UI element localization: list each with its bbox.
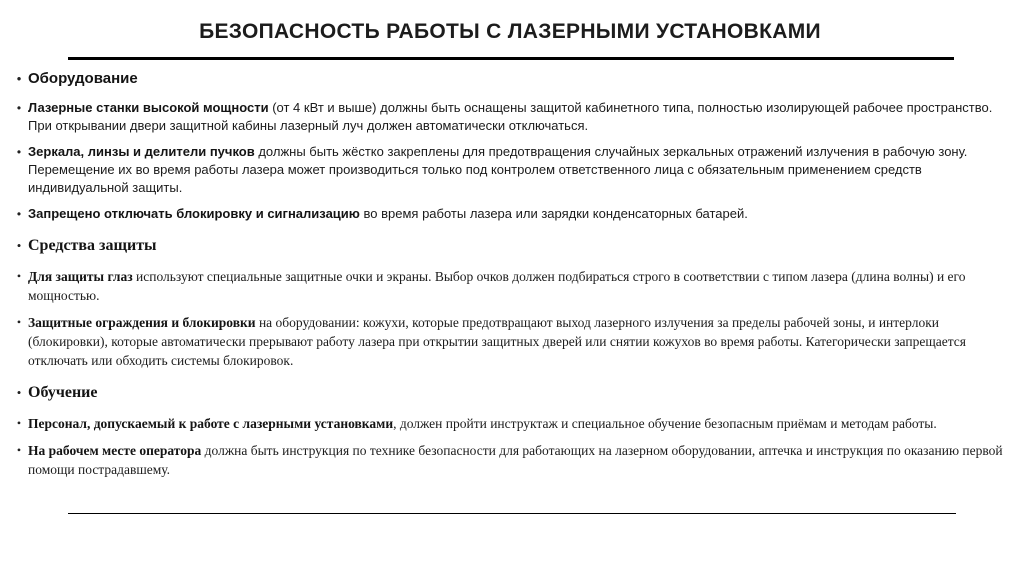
bullet-icon: •: [16, 443, 22, 457]
bullet-icon: •: [16, 207, 22, 221]
list-item-text: [28, 99, 1006, 135]
bullet-icon: •: [16, 145, 22, 159]
item-body: , должен пройти инструктаж и специальное обучение безопасным приёмам и методам работы.: [393, 416, 937, 431]
list-item-text: [28, 143, 1006, 197]
section-equipment: [10, 69, 1006, 223]
bullet-icon: •: [16, 101, 22, 115]
item-body: должна быть инструкция по технике безопасности для работающих на лазерном оборудовании, аптечка и инструкция по оказанию первой помощи пострадавшему.: [28, 443, 1003, 477]
bullet-icon: •: [16, 416, 22, 430]
item-lead: Персонал, допускаемый к работе с лазерными установками: [28, 416, 394, 431]
page-title: БЕЗОПАСНОСТЬ РАБОТЫ С ЛАЗЕРНЫМИ УСТАНОВКАМИ: [199, 20, 821, 43]
list-item-text: [28, 205, 1006, 223]
list-item: [10, 99, 1006, 135]
bullet-icon: •: [16, 385, 22, 400]
section-training: [10, 383, 1006, 479]
section-heading-row: [10, 383, 1006, 403]
list-item: [10, 205, 1006, 223]
section-protection: [10, 236, 1006, 370]
item-lead: Для защиты глаз: [28, 269, 133, 284]
list-item: [10, 441, 1006, 479]
item-body: (от 4 кВт и выше) должны быть оснащены защитой кабинетного типа, полностью изолирующей рабочее пространство. При открывании двери защитной кабины лазерный луч должен автоматически отключаться.: [28, 100, 993, 133]
section-heading-row: [10, 236, 1006, 256]
list-item: [10, 143, 1006, 197]
list-item: [10, 414, 1006, 433]
list-item-text: [28, 313, 1006, 370]
section-heading: Оборудование: [28, 70, 138, 87]
bullet-icon: •: [16, 238, 22, 253]
item-lead: Лазерные станки высокой мощности: [28, 100, 269, 115]
section-heading: Средства защиты: [28, 237, 157, 254]
item-lead: Зеркала, линзы и делители пучков: [28, 144, 255, 159]
section-heading: Обучение: [28, 384, 98, 401]
item-body: во время работы лазера или зарядки конденсаторных батарей.: [359, 206, 748, 221]
bullet-icon: •: [16, 315, 22, 329]
item-lead: Запрещено отключать блокировку и сигнализацию: [28, 206, 360, 221]
bullet-icon: •: [16, 269, 22, 283]
bottom-divider: [68, 513, 956, 514]
item-body: используют специальные защитные очки и экраны. Выбор очков должен подбираться строго в соответствии с типом лазера (длина волны) и его мощностью.: [28, 269, 966, 303]
item-body: на оборудовании: кожухи, которые предотвращают выход лазерного излучения за пределы рабочей зоны, и интерлоки (блокировки), которые автоматически прерывают работу лазера при открытии защитных дверей или снятии кожухов во время работы. Категорически запрещается отключать или обходить системы блокировок.: [28, 315, 966, 368]
bullet-icon: •: [16, 71, 22, 86]
list-item-text: [28, 441, 1006, 479]
list-item-text: [28, 267, 1006, 305]
item-lead: Защитные ограждения и блокировки: [28, 315, 256, 330]
item-body: должны быть жёстко закреплены для предотвращения случайных зеркальных отражений излучения в рабочую зону. Перемещение их во время работы лазера может производиться только под контролем ответственного лица с обязательным применением средств индивидуальной защиты.: [28, 144, 968, 195]
section-heading-row: [10, 69, 1006, 88]
slide-content: [10, 60, 1010, 479]
list-item: [10, 313, 1006, 370]
list-item-text: [28, 414, 1006, 433]
list-item: [10, 267, 1006, 305]
item-lead: На рабочем месте оператора: [28, 443, 202, 458]
